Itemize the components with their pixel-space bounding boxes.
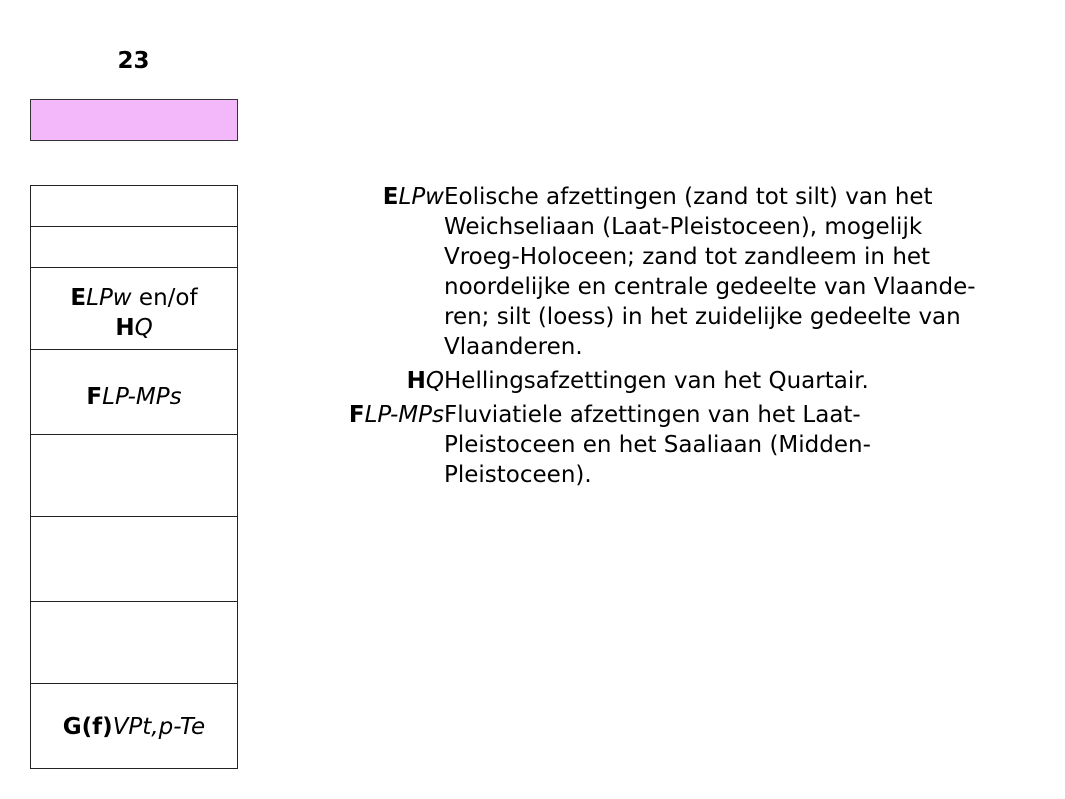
color-swatch: [30, 99, 238, 141]
legend-description: Hellingsafzettingen van het Quartair.: [444, 368, 869, 394]
legend-entry: [270, 366, 1060, 396]
layer-divider: [31, 434, 237, 435]
layer-divider: [31, 349, 237, 350]
layer-divider: [31, 226, 237, 227]
legend-code: FLP-MPs: [348, 402, 444, 428]
legend-code: ELPw: [382, 184, 444, 210]
page-number: 23: [117, 48, 150, 74]
layer-label-elpw-hq: ELPw en/of HQ: [70, 285, 198, 341]
layer-divider: [31, 601, 237, 602]
layer-divider: [31, 683, 237, 684]
legend-description: Eolische afzettingen (zand tot silt) van het Weichseliaan (Laat-Pleistoceen), mogelijk Vroeg-Holoceen; zand tot zandleem in het noordelijke en centrale gedeelte van Vlaande- ren; silt (loess) in het zuidelijke gedeelte van Vlaanderen.: [444, 184, 976, 360]
legend: [270, 182, 1060, 494]
stratigraphic-column: [30, 185, 238, 769]
layer-divider: [31, 267, 237, 268]
legend-entry: [270, 400, 1060, 490]
layer-divider: [31, 516, 237, 517]
legend-description: Fluviatiele afzettingen van het Laat- Pleistoceen en het Saaliaan (Midden- Pleistoceen).: [444, 402, 871, 488]
legend-entry: [270, 182, 1060, 362]
legend-code: HQ: [406, 368, 444, 394]
layer-label-gf-vpt: G(f)VPt,p-Te: [62, 714, 206, 740]
layer-label-flp-mps: FLP-MPs: [86, 384, 182, 410]
